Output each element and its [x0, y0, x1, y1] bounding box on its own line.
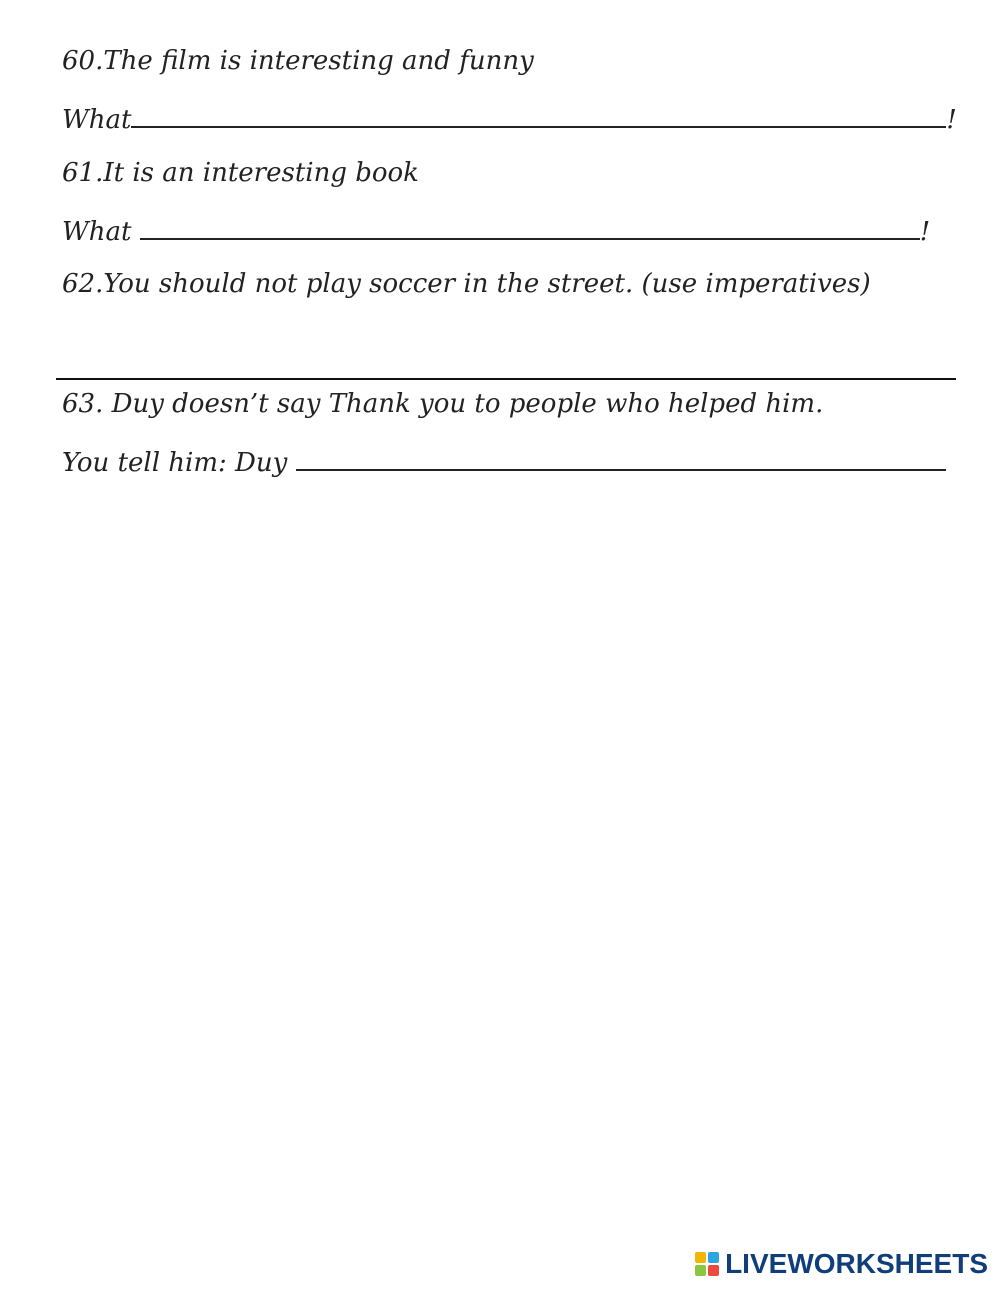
question-63-answer-lead: You tell him: Duy: [62, 448, 288, 478]
question-63-prompt: 63. Duy doesn’t say Thank you to people who helped him.: [62, 389, 824, 419]
question-61-prompt: 61.It is an interesting book: [62, 158, 419, 188]
question-63-answer-line: [62, 447, 946, 476]
question-61-answer-lead: What: [62, 217, 132, 247]
question-61-answer-end: !: [919, 217, 931, 247]
question-61-answer-line: [62, 216, 930, 245]
question-62-answer-input[interactable]: [56, 378, 956, 380]
liveworksheets-logo: [695, 1247, 988, 1281]
logo-text: LIVEWORKSHEETS: [725, 1248, 988, 1279]
question-61-answer-input[interactable]: [140, 216, 920, 240]
question-60-answer-line: [62, 104, 957, 133]
question-60-prompt: 60.The film is interesting and funny: [62, 46, 534, 76]
question-60-answer-lead: What: [62, 105, 132, 135]
question-60-answer-end: !: [946, 105, 957, 135]
question-63-answer-input[interactable]: [296, 447, 946, 471]
liveworksheets-logo-icon: [695, 1252, 719, 1276]
question-62-prompt: 62.You should not play soccer in the street. (use imperatives): [62, 269, 871, 299]
question-60-answer-input[interactable]: [131, 104, 946, 128]
